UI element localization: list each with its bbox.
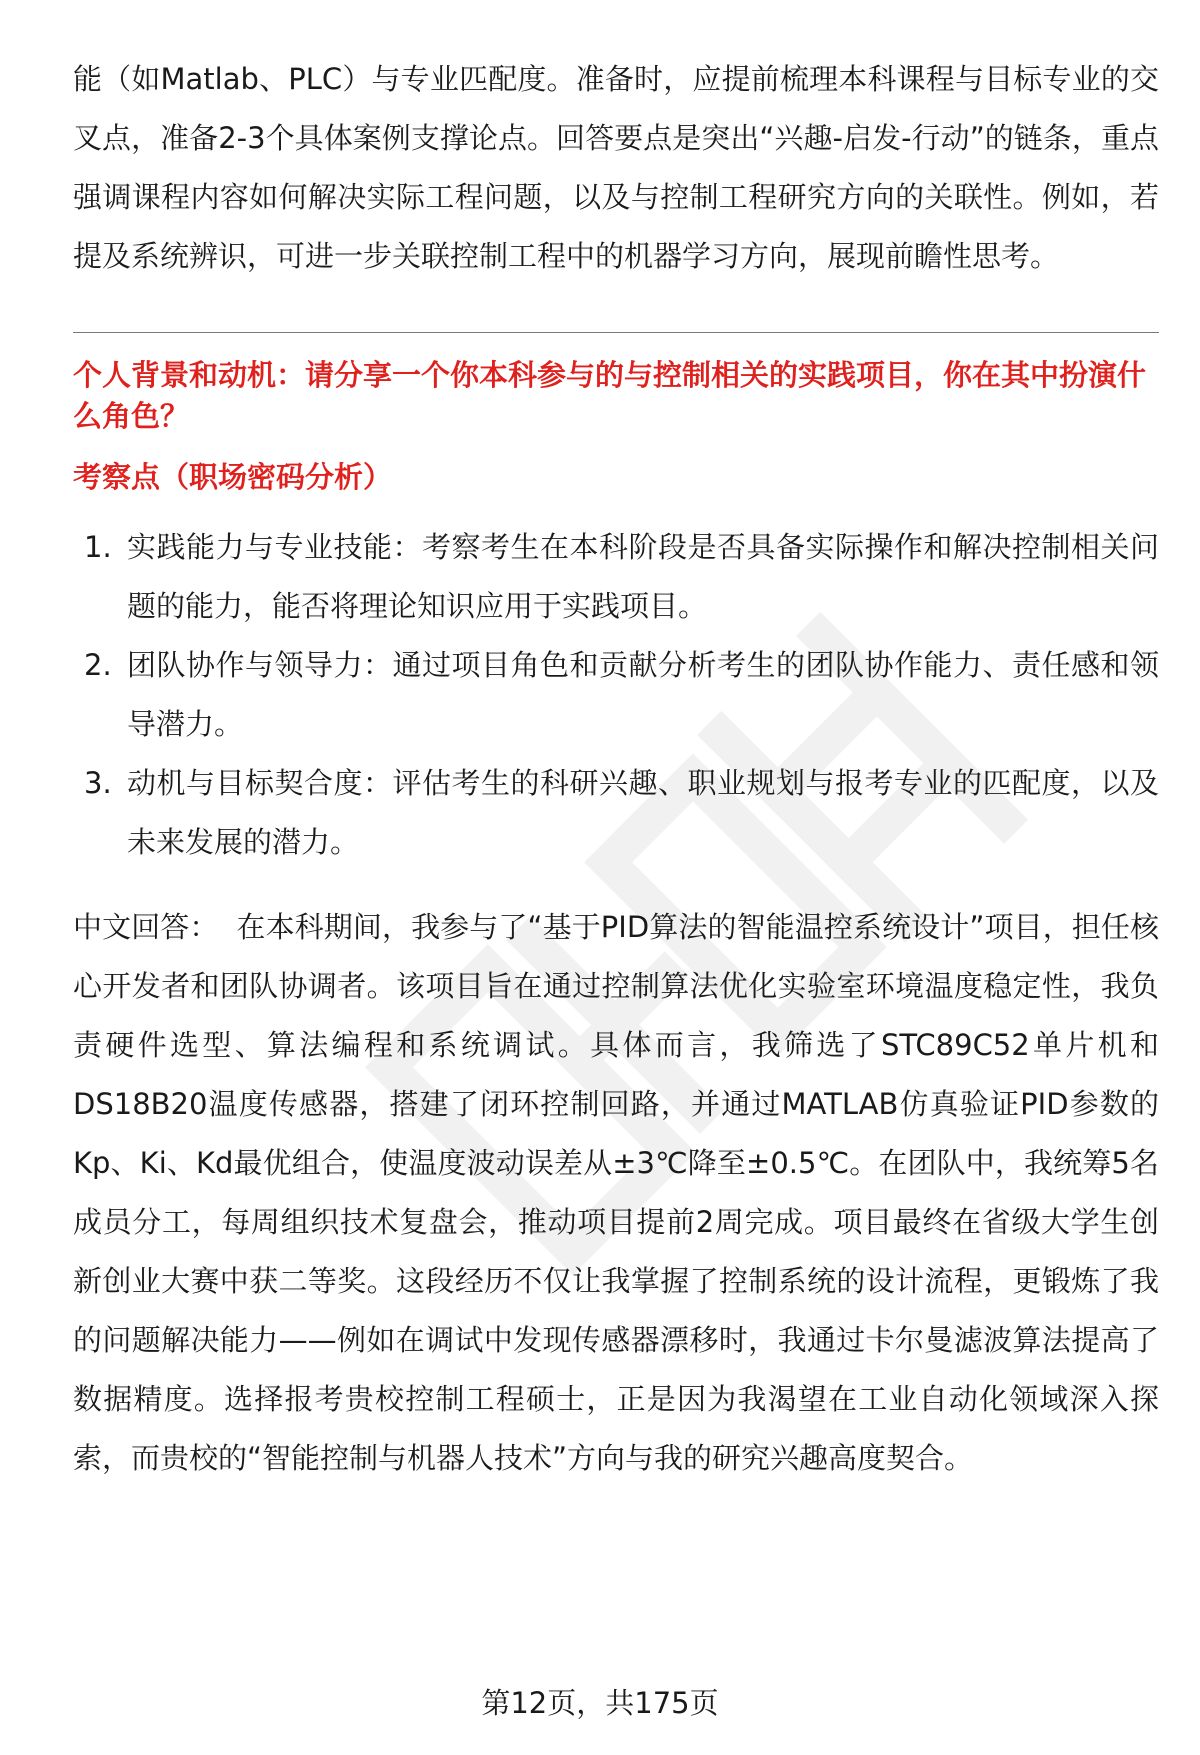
list-item-number: 2. <box>84 648 112 682</box>
list-item-text: 团队协作与领导力：通过项目角色和贡献分析考生的团队协作能力、责任感和领导潜力。 <box>127 648 1159 741</box>
answer-text: 在本科期间，我参与了“基于PID算法的智能温控系统设计”项目，担任核心开发者和团队协调者。该项目旨在通过控制算法优化实验室环境温度稳定性，我负责硬件选型、算法编程和系统调试。具体而言，我筛选了STC89C52单片机和DS18B20温度传感器，搭建了闭环控制回路，并通过MATLAB仿真验证PID参数的Kp、Ki、Kd最优组合，使温度波动误差从±3℃降至±0.5℃。在团队中，我统筹5名成员分工，每周组织技术复盘会，推动项目提前2周完成。项目最终在省级大学生创新创业大赛中获二等奖。这段经历不仅让我掌握了控制系统的设计流程，更锻炼了我的问题解决能力——例如在调试中发现传感器漂移时，我通过卡尔曼滤波算法提高了数据精度。选择报考贵校控制工程硕士，正是因为我渴望在工业自动化领域深入探索，而贵校的“智能控制与机器人技术”方向与我的研究兴趣高度契合。 <box>73 910 1159 1475</box>
list-item <box>73 754 1159 872</box>
list-item-text: 动机与目标契合度：评估考生的科研兴趣、职业规划与报考专业的匹配度，以及未来发展的潜力。 <box>127 766 1159 859</box>
list-item <box>73 636 1159 754</box>
question-heading: 个人背景和动机：请分享一个你本科参与的与控制相关的实践项目，你在其中扮演什么角色？ <box>73 358 1147 433</box>
document-page <box>73 50 1159 1488</box>
page-footer: 第12页，共175页 <box>481 1686 719 1720</box>
answer-paragraph <box>73 898 1159 1488</box>
key-points-list <box>73 518 1159 872</box>
list-item-text: 实践能力与专业技能：考察考生在本科阶段是否具备实际操作和解决控制相关问题的能力，能否将理论知识应用于实践项目。 <box>127 530 1159 623</box>
list-item-number: 1. <box>84 530 112 564</box>
list-item-number: 3. <box>84 766 112 800</box>
answer-label: 中文回答： <box>73 910 219 944</box>
key-points-heading: 考察点（职场密码分析） <box>73 460 393 494</box>
list-item <box>73 518 1159 636</box>
section-divider <box>73 332 1159 333</box>
intro-paragraph: 能（如Matlab、PLC）与专业匹配度。准备时，应提前梳理本科课程与目标专业的交叉点，准备2-3个具体案例支撑论点。回答要点是突出“兴趣-启发-行动”的链条，重点强调课程内容如何解决实际工程问题，以及与控制工程研究方向的关联性。例如，若提及系统辨识，可进一步关联控制工程中的机器学习方向，展现前瞻性思考。 <box>73 62 1159 273</box>
